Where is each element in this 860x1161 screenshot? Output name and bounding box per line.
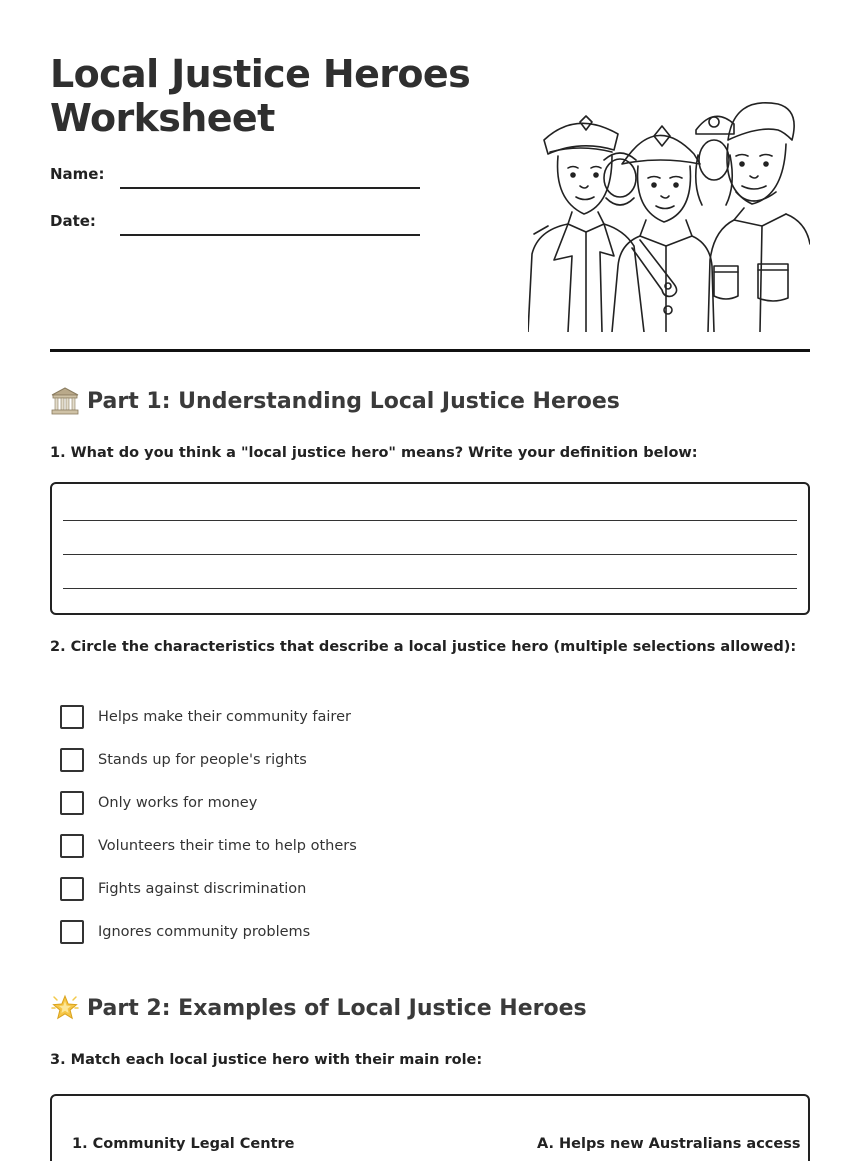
checkbox[interactable] [60,877,84,901]
question-1: 1. What do you think a "local justice hero" means? Write your definition below: [50,445,698,461]
characteristic-option[interactable] [60,748,307,772]
characteristic-label: Ignores community problems [98,924,311,940]
matching-box [50,1094,810,1161]
back-figure-2 [696,116,734,205]
characteristic-option[interactable] [60,920,310,944]
characteristic-option[interactable] [60,791,257,815]
definition-answer-box[interactable] [50,482,810,615]
answer-line [63,588,797,589]
justice-heroes-illustration [528,100,810,332]
part2-heading [50,993,587,1023]
match-hero-item[interactable]: 1. Community Legal Centre [72,1136,295,1152]
characteristic-option[interactable] [60,877,306,901]
characteristic-label: Fights against discrimination [98,881,307,897]
characteristic-label: Helps make their community fairer [98,709,351,725]
question-2: 2. Circle the characteristics that describe a local justice hero (multiple selections allowed): [50,639,797,655]
page-title: Local Justice Heroes Worksheet [50,52,471,140]
answer-line [63,554,797,555]
characteristic-option[interactable] [60,705,351,729]
checkbox[interactable] [60,705,84,729]
community-member-figure [708,103,810,332]
characteristic-label: Volunteers their time to help others [98,838,357,854]
characteristic-option[interactable] [60,834,357,858]
match-role-item[interactable]: A. Helps new Australians access [537,1136,801,1152]
date-label: Date: [50,212,96,230]
date-field[interactable] [120,234,420,236]
checkbox[interactable] [60,791,84,815]
classical-building-icon [50,386,80,416]
checkbox[interactable] [60,920,84,944]
part1-heading-text: Part 1: Understanding Local Justice Heroes [87,388,620,414]
characteristic-label: Only works for money [98,795,258,811]
characteristic-label: Stands up for people's rights [98,752,307,768]
name-label: Name: [50,165,105,183]
officer-figure [528,116,644,332]
glowing-star-icon [50,993,80,1023]
part1-heading [50,386,620,416]
question-3: 3. Match each local justice hero with their main role: [50,1052,483,1068]
answer-line [63,520,797,521]
part2-heading-text: Part 2: Examples of Local Justice Heroes [87,995,587,1021]
header-divider [50,349,810,352]
checkbox[interactable] [60,748,84,772]
name-field[interactable] [120,187,420,189]
checkbox[interactable] [60,834,84,858]
back-figure-1 [604,153,636,205]
